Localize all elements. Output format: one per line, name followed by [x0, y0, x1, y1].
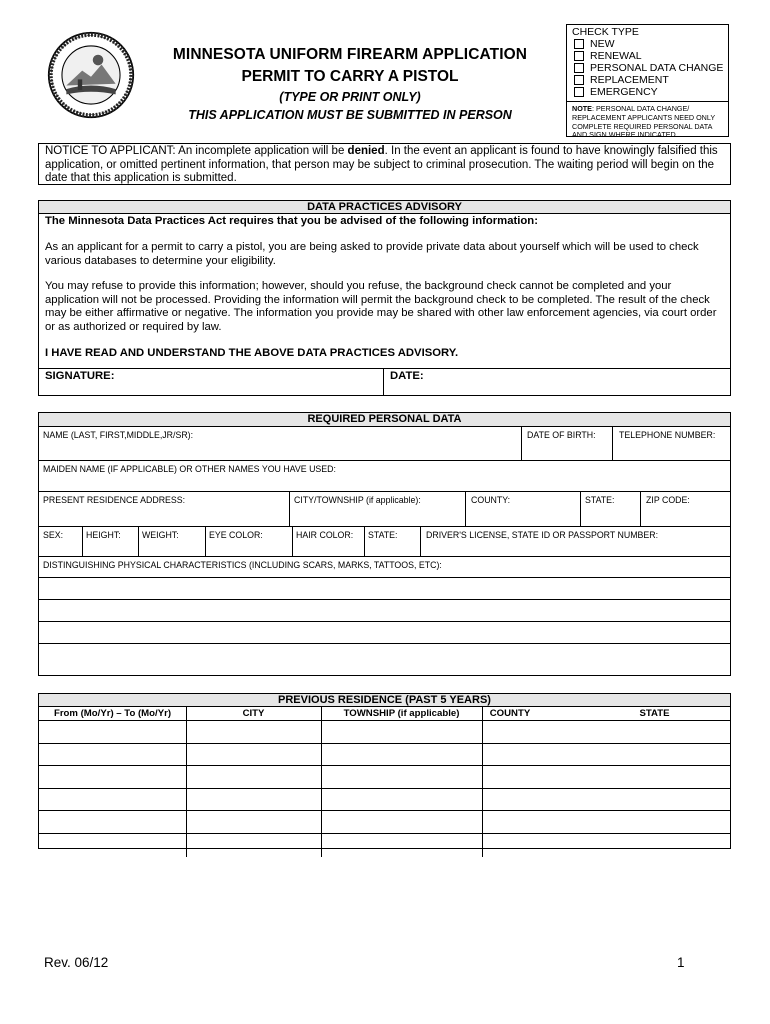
divider — [186, 744, 187, 766]
field-label: NAME (LAST, FIRST,MIDDLE,JR/SR): — [43, 430, 194, 440]
revision-label: Rev. 06/12 — [44, 955, 109, 970]
table-row[interactable] — [39, 744, 730, 767]
weight-field[interactable] — [138, 527, 205, 556]
check-type-option-label: EMERGENCY — [590, 86, 658, 98]
checkbox[interactable] — [574, 39, 584, 49]
field-label: WEIGHT: — [142, 530, 179, 540]
form-subtitle: PERMIT TO CARRY A PISTOL — [241, 68, 459, 85]
eye-color-field[interactable] — [205, 527, 292, 556]
divider — [482, 744, 483, 766]
divider — [186, 811, 187, 833]
section-heading: PREVIOUS RESIDENCE (PAST 5 YEARS) — [39, 694, 730, 707]
check-type-option-personal-data-change[interactable] — [567, 62, 728, 74]
date-of-birth-field[interactable] — [521, 427, 613, 460]
state-field[interactable] — [580, 492, 640, 526]
divider — [186, 766, 187, 788]
field-label: STATE: — [585, 495, 615, 505]
check-type-option-new[interactable] — [567, 38, 728, 50]
check-type-option-label: RENEWAL — [590, 50, 642, 62]
column-header: COUNTY — [489, 708, 531, 719]
divider — [186, 789, 187, 811]
checkbox[interactable] — [574, 75, 584, 85]
residence-rows — [39, 721, 730, 857]
page-number: 1 — [677, 955, 685, 970]
license-number-field[interactable] — [420, 527, 730, 556]
table-row[interactable] — [39, 811, 730, 834]
field-label: DATE OF BIRTH: — [527, 430, 596, 440]
notice-suffix: . In the event an applicant is found to have knowingly falsified this application, or omitted pertinent information, that person may be subject to criminal prosecution. The waiting period will begin on the date that this application is submitted. — [45, 145, 718, 184]
table-row[interactable] — [39, 834, 730, 857]
field-label: EYE COLOR: — [209, 530, 263, 540]
divider — [321, 721, 322, 743]
field-label: STATE: — [368, 530, 398, 540]
column-header-row — [39, 707, 730, 721]
required-personal-data — [38, 412, 731, 676]
table-row[interactable] — [39, 766, 730, 789]
divider — [321, 811, 322, 833]
field-label: DISTINGUISHING PHYSICAL CHARACTERISTICS (INCLUDING SCARS, MARKS, TATTOOS, ETC): — [43, 560, 442, 570]
section-heading: DATA PRACTICES ADVISORY — [39, 201, 730, 214]
field-label: ZIP CODE: — [646, 495, 690, 505]
checkbox[interactable] — [574, 51, 584, 61]
city-township-field[interactable] — [289, 492, 465, 526]
blank-line[interactable] — [39, 622, 730, 644]
id-state-field[interactable] — [364, 527, 420, 556]
divider — [186, 834, 187, 857]
check-type-option-label: PERSONAL DATA CHANGE — [590, 62, 724, 74]
advisory-paragraph: You may refuse to provide this information; however, should you refuse, the background check cannot be completed and your application will not be processed. Providing the information will permit the background check to be completed. The result of the check may be either affirmative or negative. The information you provide may be shared with other law enforcement agencies, via court order or as authorized or required by law. — [45, 280, 717, 333]
distinguishing-characteristics-field[interactable] — [39, 557, 730, 577]
check-type-note — [567, 101, 728, 140]
field-label: COUNTY: — [471, 495, 511, 505]
maiden-name-row — [39, 461, 730, 492]
hair-color-field[interactable] — [292, 527, 364, 556]
field-label: CITY/TOWNSHIP (if applicable): — [294, 495, 421, 505]
divider — [482, 834, 483, 857]
notice-emphasis: denied — [347, 145, 385, 157]
field-label: HEIGHT: — [86, 530, 121, 540]
name-field[interactable] — [39, 427, 521, 460]
data-practices-advisory — [38, 200, 731, 396]
note-text: : PERSONAL DATA CHANGE/ REPLACEMENT APPLICANTS NEED ONLY COMPLETE REQUIRED PERSONAL DATA AND SIGN WHERE INDICATED. — [572, 104, 715, 140]
date-label: DATE: — [390, 370, 424, 382]
check-type-option-emergency[interactable] — [567, 86, 728, 98]
zip-code-field[interactable] — [640, 492, 730, 526]
signature-field[interactable] — [39, 369, 384, 395]
form-title: MINNESOTA UNIFORM FIREARM APPLICATION — [172, 46, 528, 63]
date-field[interactable] — [384, 369, 430, 395]
column-header: From (Mo/Yr) – To (Mo/Yr) — [53, 708, 172, 719]
divider — [482, 811, 483, 833]
table-row[interactable] — [39, 721, 730, 744]
divider — [321, 834, 322, 857]
maiden-name-field[interactable] — [39, 461, 730, 491]
blank-line[interactable] — [39, 578, 730, 600]
form-title-block — [150, 46, 550, 122]
section-heading: REQUIRED PERSONAL DATA — [39, 413, 730, 427]
divider — [321, 744, 322, 766]
check-type-option-label: REPLACEMENT — [590, 74, 669, 86]
column-header: TOWNSHIP (if applicable) — [343, 708, 460, 719]
divider — [321, 789, 322, 811]
advisory-acknowledgement: I HAVE READ AND UNDERSTAND THE ABOVE DATA PRACTICES ADVISORY. — [45, 347, 459, 359]
table-row[interactable] — [39, 789, 730, 812]
checkbox[interactable] — [574, 87, 584, 97]
check-type-option-replacement[interactable] — [567, 74, 728, 86]
submission-instruction: THIS APPLICATION MUST BE SUBMITTED IN PERSON — [188, 108, 512, 122]
divider — [482, 721, 483, 743]
divider — [482, 766, 483, 788]
column-header: STATE — [639, 708, 670, 719]
check-type-box — [566, 24, 729, 140]
field-label: TELEPHONE NUMBER: — [619, 430, 716, 440]
column-header: CITY — [242, 708, 265, 719]
address-row — [39, 492, 730, 527]
signature-row — [39, 368, 730, 395]
field-label: DRIVER'S LICENSE, STATE ID OR PASSPORT NUMBER: — [426, 530, 659, 540]
field-label: PRESENT RESIDENCE ADDRESS: — [43, 495, 186, 505]
notice-to-applicant — [38, 143, 731, 185]
check-type-option-label: NEW — [590, 38, 615, 50]
field-label: SEX: — [43, 530, 64, 540]
county-field[interactable] — [465, 492, 580, 526]
blank-line[interactable] — [39, 644, 730, 664]
field-label: MAIDEN NAME (IF APPLICABLE) OR OTHER NAMES YOU HAVE USED: — [43, 464, 336, 474]
signature-label: SIGNATURE: — [45, 370, 115, 382]
print-instruction: (TYPE OR PRINT ONLY) — [279, 90, 421, 104]
address-field[interactable] — [39, 492, 289, 526]
telephone-field[interactable] — [612, 427, 730, 460]
name-row — [39, 427, 730, 461]
sex-field[interactable] — [39, 527, 82, 556]
blank-line[interactable] — [39, 600, 730, 622]
notice-prefix: NOTICE TO APPLICANT: An incomplete application will be — [45, 145, 348, 157]
advisory-subheading: The Minnesota Data Practices Act requires that you be advised of the following information: — [45, 215, 538, 227]
height-field[interactable] — [82, 527, 138, 556]
checkbox[interactable] — [574, 63, 584, 73]
physical-description-row — [39, 527, 730, 557]
divider — [321, 766, 322, 788]
distinguishing-characteristics-row — [39, 557, 730, 578]
check-type-option-renewal[interactable] — [567, 50, 728, 62]
divider — [482, 789, 483, 811]
advisory-paragraph: As an applicant for a permit to carry a pistol, you are being asked to provide private data about yourself which will be used to check various databases to determine your eligibility. — [45, 241, 699, 267]
note-label: NOTE — [572, 104, 592, 113]
check-type-title: CHECK TYPE — [572, 26, 639, 38]
divider — [186, 721, 187, 743]
state-seal-logo — [47, 31, 135, 119]
previous-residence — [38, 693, 731, 849]
field-label: HAIR COLOR: — [296, 530, 354, 540]
